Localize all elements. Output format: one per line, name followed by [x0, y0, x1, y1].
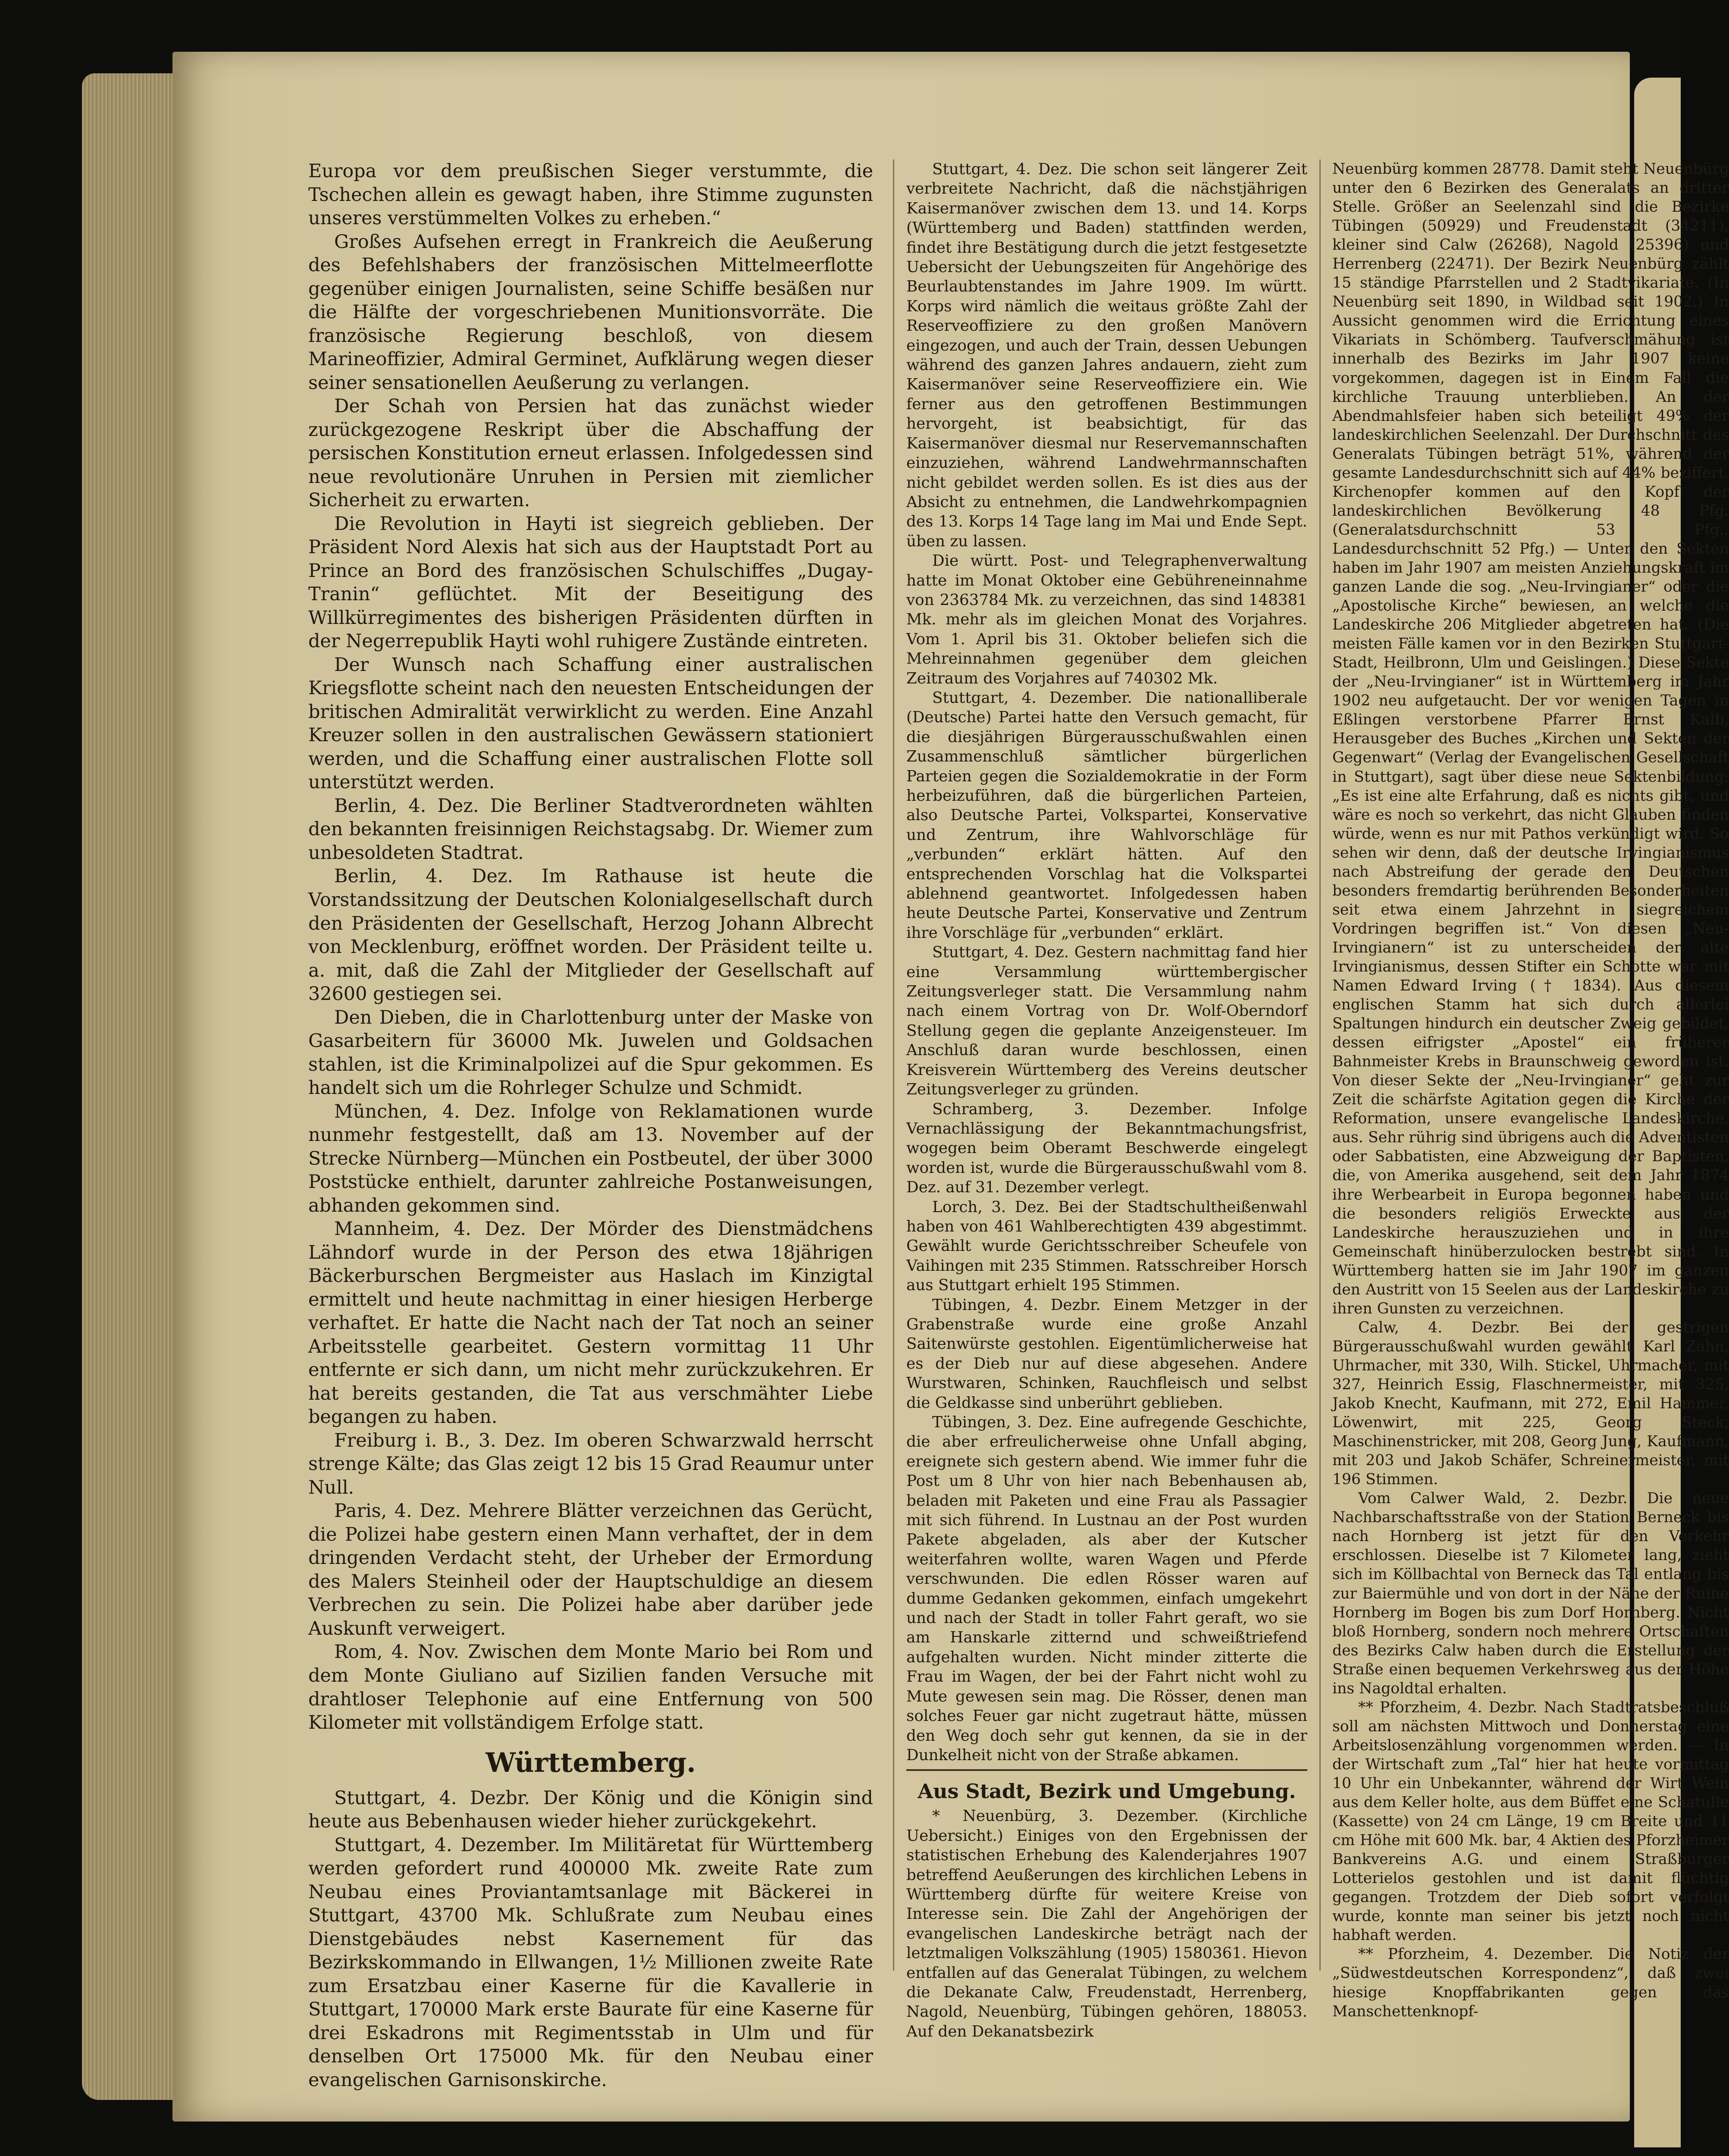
- section-heading-stadt-bezirk: Aus Stadt, Bezirk und Umgebung.: [906, 1769, 1307, 1806]
- article-paragraph: Stuttgart, 4. Dezbr. Der König und die Königin sind heute aus Bebenhausen wieder hieher zurückgekehrt.: [308, 1787, 873, 1833]
- article-paragraph: Lorch, 3. Dez. Bei der Stadtschultheißenwahl haben von 461 Wahlberechtigten 439 abgestimmt. Gewählt wurde Gerichtsschreiber Scheufele von Vaihingen mit 235 Stimmen. Ratsschreiber Horsch aus Stuttgart erhielt 195 Stimmen.: [906, 1198, 1307, 1294]
- column-separator-2: [1319, 160, 1321, 1971]
- article-paragraph: München, 4. Dez. Infolge von Reklamationen wurde nunmehr festgestellt, daß am 13. November auf der Strecke Nürnberg—München ein Postbeutel, der über 3000 Poststücke enthielt, darunter zahlreiche Postanweisungen, abhanden gekommen sind.: [308, 1100, 873, 1216]
- article-paragraph: Rom, 4. Nov. Zwischen dem Monte Mario bei Rom und dem Monte Giuliano auf Sizilien fanden Versuche mit drahtloser Telephonie auf eine Entfernung von 500 Kilometer mit vollständigem Erfolge statt.: [308, 1641, 873, 1734]
- article-paragraph: ** Pforzheim, 4. Dezember. Die Notiz der „Südwestdeutschen Korrespondenz“, daß zwei hiesige Knopffabrikanten gegen das Manschettenknopf-: [1332, 1946, 1729, 2020]
- article-paragraph: Berlin, 4. Dez. Im Rathause ist heute die Vorstandssitzung der Deutschen Kolonialgesellschaft durch den Präsidenten der Gesellschaft, Herzog Johann Albrecht von Mecklenburg, eröffnet worden. Der Präsident teilte u. a. mit, daß die Zahl der Mitglieder der Gesellschaft auf 32600 gestiegen sei.: [308, 865, 873, 1005]
- article-paragraph: Die württ. Post- und Telegraphenverwaltung hatte im Monat Oktober eine Gebühreneinnahme von 2363784 Mk. zu verzeichnen, das sind 148381 Mk. mehr als im gleichen Monat des Vorjahres. Vom 1. April bis 31. Oktober beliefen sich die Mehreinnahmen gegenüber dem gleichen Zeitraum des Vorjahres auf 740302 Mk.: [906, 552, 1307, 687]
- article-paragraph: Mannheim, 4. Dez. Der Mörder des Dienstmädchens Lähndorf wurde in der Person des etwa 18jährigen Bäckerburschen Bergmeister aus Haslach im Kinzigtal ermittelt und heute nachmittag in einer hiesigen Herberge verhaftet. Er hatte die Nacht nach der Tat noch an seiner Arbeitsstelle gearbeitet. Gestern vormittag 11 Uhr entfernte er sich dann, um nicht mehr zurückzukehren. Er hat bereits gestanden, die Tat aus verschmähter Liebe begangen zu haben.: [308, 1218, 873, 1428]
- article-paragraph: Stuttgart, 4. Dezember. Die nationalliberale (Deutsche) Partei hatte den Versuch gemacht, für die diesjährigen Bürgerausschußwahlen einen Zusammenschluß sämtlicher bürgerlichen Parteien gegen die Sozialdemokratie in der Form herbeizuführen, daß die bürgerlichen Parteien, also Deutsche Partei, Volkspartei, Konservative und Zentrum, ihre Wahlvorschläge für „verbunden“ erklärt hätten. Auf den entsprechenden Vorschlag hat die Volkspartei ablehnend geantwortet. Infolgedessen haben heute Deutsche Partei, Konservative und Zentrum ihre Vorschläge für „verbunden“ erklärt.: [906, 689, 1307, 942]
- article-paragraph: Tübingen, 4. Dezbr. Einem Metzger in der Grabenstraße wurde eine große Anzahl Saitenwürste gestohlen. Eigentümlicherweise hat es der Dieb nur auf diese abgesehen. Andere Wurstwaren, Schinken, Rauchfleisch und selbst die Geldkasse sind unberührt geblieben.: [906, 1296, 1307, 1412]
- column-3: [1332, 160, 1729, 2021]
- article-paragraph: Der Schah von Persien hat das zunächst wieder zurückgezogene Reskript über die Abschaffung der persischen Konstitution erneut erlassen. Infolgedessen sind neue revolutionäre Unruhen in Persien mit ziemlicher Sicherheit zu erwarten.: [308, 395, 873, 511]
- article-paragraph: * Neuenbürg, 3. Dezember. (Kirchliche Uebersicht.) Einiges von den Ergebnissen der statistischen Erhebung des Kalenderjahres 1907 betreffend Aeußerungen des kirchlichen Lebens in Württemberg dürfte für weitere Kreise von Interesse sein. Die Zahl der Angehörigen der evangelischen Landeskirche beträgt nach der letztmaligen Volkszählung (1905) 1580361. Hievon entfallen auf das Generalat Tübingen, zu welchem die Dekanate Calw, Freudenstadt, Herrenberg, Nagold, Neuenbürg, Tübingen gehören, 188053. Auf den Dekanatsbezirk: [906, 1807, 1307, 2040]
- column-separator-1: [893, 160, 894, 1971]
- article-paragraph: Calw, 4. Dezbr. Bei der gestrigen Bürgerausschußwahl wurden gewählt Karl Zahn, Uhrmacher, mit 330, Wilh. Stickel, Uhrmacher, mit 327, Heinrich Essig, Flaschnermeister, mit 325, Jakob Knecht, Kaufmann, mit 272, Emil Hammer, Löwenwirt, mit 225, Georg Steck, Maschinenstricker, mit 208, Georg Jung, Kaufmann, mit 203 und Jakob Schäfer, Schreinermeister, mit 196 Stimmen.: [1332, 1319, 1729, 1489]
- article-paragraph: Stuttgart, 4. Dezember. Im Militäretat für Württemberg werden gefordert rund 400000 Mk. zweite Rate zum Neubau eines Proviantamtsanlage mit Bäckerei in Stuttgart, 43700 Mk. Schlußrate zum Neubau eines Dienstgebäudes nebst Kasernement für das Bezirkskommando in Ellwangen, 1½ Millionen zweite Rate zum Ersatzbau einer Kaserne für die Kavallerie in Stuttgart, 170000 Mark erste Baurate für eine Kaserne für drei Eskadrons mit Regimentsstab in Ulm und für denselben Ort 175000 Mk. für den Neubau einer evangelischen Garnisonskirche.: [308, 1834, 873, 2091]
- article-paragraph: Großes Aufsehen erregt in Frankreich die Aeußerung des Befehlshabers der französischen Mittelmeerflotte gegenüber einigen Journalisten, seine Schiffe besäßen nur die Hälfte der vorgeschriebenen Munitionsvorräte. Die französische Regierung beschloß, von diesem Marineoffizier, Admiral Germinet, Aufklärung wegen dieser seiner sensationellen Aeußerung zu verlangen.: [308, 231, 873, 394]
- article-paragraph: Stuttgart, 4. Dez. Die schon seit längerer Zeit verbreitete Nachricht, daß die nächstjährigen Kaisermanöver zwischen dem 13. und 14. Korps (Württemberg und Baden) stattfinden werden, findet ihre Bestätigung durch die jetzt festgesetzte Uebersicht der Uebungszeiten für Angehörige des Beurlaubtenstandes im Jahre 1909. Im württ. Korps wird nämlich die weitaus größte Zahl der Reserveoffiziere zu den großen Manövern eingezogen, und auch der Train, dessen Uebungen während des ganzen Jahres andauern, zieht zum Kaisermanöver seine Reserveoffiziere ein. Wie ferner aus den getroffenen Bestimmungen hervorgeht, ist beabsichtigt, für das Kaisermanöver diesmal nur Reservemannschaften einzuziehen, während Landwehrmannschaften nicht gebildet werden sollen. Es ist dies aus der Absicht zu entnehmen, die Landwehrkompagnien des 13. Korps 14 Tage lang im Mai und Ende Sept. üben zu lassen.: [906, 160, 1307, 550]
- article-paragraph: ** Pforzheim, 4. Dezbr. Nach Stadtratsbeschluß soll am nächsten Mittwoch und Donnerstag eine Arbeitslosenzählung vorgenommen werden. — In der Wirtschaft zum „Tal“ hier hat heute vormittag 10 Uhr ein Unbekannter, während der Wirt Wein aus dem Keller holte, aus dem Büffet eine Schatulle (Kassette) von 24 cm Länge, 19 cm Breite und 11 cm Höhe mit 600 Mk. bar, 4 Aktien des Pforzheimer Bankvereins A.G. und einem Straßburger Lotterielos gestohlen und ist damit flüchtig gegangen. Trotzdem der Dieb sofort verfolgt wurde, konnte man seiner bis jetzt noch nicht habhaft werden.: [1332, 1698, 1729, 1944]
- column-2: [906, 160, 1307, 2041]
- newspaper-page: [172, 52, 1729, 2122]
- article-paragraph: Den Dieben, die in Charlottenburg unter der Maske von Gasarbeitern für 36000 Mk. Juwelen und Goldsachen stahlen, ist die Kriminalpolizei auf die Spur gekommen. Es handelt sich um die Rohrleger Schulze und Schmidt.: [308, 1006, 873, 1099]
- article-paragraph: Freiburg i. B., 3. Dez. Im oberen Schwarzwald herrscht strenge Kälte; das Glas zeigt 12 bis 15 Grad Reaumur unter Null.: [308, 1429, 873, 1498]
- article-paragraph: Die Revolution in Hayti ist siegreich geblieben. Der Präsident Nord Alexis hat sich aus der Hauptstadt Port au Prince an Bord des französischen Schulschiffes „Dugay-Tranin“ geflüchtet. Mit der Beseitigung des Willkürregimentes des bisherigen Präsidenten dürften in der Negerrepublik Hayti wohl ruhigere Zustände eintreten.: [308, 513, 873, 652]
- article-paragraph: Vom Calwer Wald, 2. Dezbr. Die neue Nachbarschaftsstraße von der Station Berneck bis nach Hornberg ist jetzt für den Verkehr erschlossen. Dieselbe ist 7 Kilometer lang, zieht sich im Köllbachtal von Berneck das Tal entlang bis zur Baiermühle und von dort in der Nähe der Ruine Hornberg im Bogen bis zum Dorf Hornberg. Nicht bloß Hornberg, sondern noch mehrere Ortschaften des Bezirks Calw haben durch die Erstellung der Straße einen bequemen Verkehrsweg aus der Höhe ins Nagoldtal erhalten.: [1332, 1490, 1729, 1697]
- article-paragraph: Der Wunsch nach Schaffung einer australischen Kriegsflotte scheint nach den neuesten Entscheidungen der britischen Admiralität verwirklicht zu werden. Eine Anzahl Kreuzer sollen in den australischen Gewässern stationiert werden, und die Schaffung einer australischen Flotte soll unterstützt werden.: [308, 654, 873, 793]
- article-paragraph: Neuenbürg kommen 28778. Damit steht Neuenbürg unter den 6 Bezirken des Generalats an dritter Stelle. Größer an Seelenzahl sind die Bezirke Tübingen (50929) und Freudenstadt (34211), kleiner sind Calw (26268), Nagold (25396) und Herrenberg (22471). Der Bezirk Neuenbürg zählt 15 ständige Pfarrstellen und 2 Stadtvikariate. (In Neuenbürg seit 1890, in Wildbad seit 1902.) In Aussicht genommen wird die Errichtung eines Vikariats in Schömberg. Taufverschmähung ist innerhalb des Bezirks im Jahr 1907 keine vorgekommen, dagegen ist in Einem Fall die kirchliche Trauung unterblieben. An der Abendmahlsfeier haben sich beteiligt 49% der landeskirchlichen Seelenzahl. Der Durchschnitt des Generalats Tübingen beträgt 51%, während der gesamte Landesdurchschnitt sich auf 44% beziffert. Kirchenopfer kommen auf den Kopf der landeskirchlichen Bevölkerung 48 Pfg. (Generalatsdurchschnitt 53 Pfg., Landesdurchschnitt 52 Pfg.) — Unter den Sekten haben im Jahr 1907 am meisten Anziehungskraft im ganzen Lande die sog. „Neu-Irvingianer“ oder die „Apostolische Kirche“ bewiesen, an welche die Landeskirche 206 Mitglieder abgetreten hat. (Die meisten Fälle kamen vor in den Bezirken Stuttgart-Stadt, Heilbronn, Ulm und Geislingen.) Diese Sekte der „Neu-Irvingianer“ ist in Württemberg im Jahr 1902 neu aufgetaucht. Der vor wenigen Tagen in Eßlingen verstorbene Pfarrer Ernst Kalb, Herausgeber des Buches „Kirchen und Sekten der Gegenwart“ (Verlag der Evangelischen Gesellschaft in Stuttgart), sagt über diese neue Sektenbildung: „Es ist eine alte Erfahrung, daß es nichts gibt, und wäre es noch so verkehrt, das nicht Glauben finden würde, wenn es nur mit Pathos verkündigt wird. So sehen wir denn, daß der deutsche Irvingianismus nach Abstreifung der gerade den Deutschen besonders fremdartig berührenden Besonderheiten seit etwa einem Jahrzehnt in siegreichem Vordringen begriffen ist.“ Von diesen „Neu-Irvingianern“ ist zu unterscheiden der alte Irvingianismus, dessen Stifter ein Schotte war mit Namen Edward Irving († 1834). Aus diesem englischen Stamm hat sich durch allerlei Spaltungen hindurch ein deutscher Zweig gebildet, dessen eifrigster „Apostel“ ein früherer Bahnmeister Krebs in Braunschweig geworden ist. Von dieser Sekte der „Neu-Irvingianer“ geht zur Zeit die schärfste Agitation gegen die Kirche der Reformation, unsere evangelische Landeskirche, aus. Sehr rührig sind übrigens auch die Adventisten oder Sabbatisten, eine Abzweigung der Baptisten, die, von Amerika ausgehend, seit dem Jahr 1874 ihre Werbearbeit in Europa begonnen haben und die besonders religiös Erweckte aus der Landeskirche herauszuziehen und in ihre Gemeinschaft hinüberzulocken bestrebt sind. In Württemberg hatten sie im Jahr 1907 im ganzen den Austritt von 15 Seelen aus der Landeskirche zu ihren Gunsten zu verzeichnen.: [1332, 160, 1729, 1317]
- article-paragraph: Europa vor dem preußischen Sieger verstummte, die Tschechen allein es gewagt haben, ihre Stimme zugunsten unseres verstümmelten Volkes zu erheben.“: [308, 160, 873, 229]
- article-paragraph: Tübingen, 3. Dez. Eine aufregende Geschichte, die aber erfreulicherweise ohne Unfall abging, ereignete sich gestern abend. Wie immer fuhr die Post um 8 Uhr von hier nach Bebenhausen ab, beladen mit Paketen und eine Frau als Passagier mit sich führend. In Lustnau an der Post wurden Pakete abgeladen, als aber der Kutscher weiterfahren wollte, waren Wagen und Pferde verschwunden. Die edlen Rösser waren auf dumme Gedanken gekommen, einfach umgekehrt und nach der Stadt in toller Fahrt geraft, wo sie am Hanskarle zitternd und schweißtriefend aufgehalten wurden. Nicht minder zitterte die Frau im Wagen, der bei der Fahrt nicht wohl zu Mute gewesen sein mag. Die Rösser, denen man solches Feuer gar nicht zugetraut hätte, müssen den Weg doch sehr gut kennen, da sie in der Dunkelheit nicht von der Straße abkamen.: [906, 1413, 1307, 1764]
- article-paragraph: Schramberg, 3. Dezember. Infolge Vernachlässigung der Bekanntmachungsfrist, wogegen beim Oberamt Beschwerde eingelegt worden ist, wurde die Bürgerausschußwahl vom 8. Dez. auf 31. Dezember verlegt.: [906, 1100, 1307, 1197]
- article-paragraph: Berlin, 4. Dez. Die Berliner Stadtverordneten wählten den bekannten freisinnigen Reichstagsabg. Dr. Wiemer zum unbesoldeten Stadtrat.: [308, 795, 873, 864]
- article-paragraph: Stuttgart, 4. Dez. Gestern nachmittag fand hier eine Versammlung württembergischer Zeitungsverleger statt. Die Versammlung nahm nach einem Vortrag von Dr. Wolf-Oberndorf Stellung gegen die geplante Anzeigensteuer. Im Anschluß daran wurde beschlossen, einen Kreisverein Württemberg des Vereins deutscher Zeitungsverleger zu gründen.: [906, 943, 1307, 1099]
- column-1: [308, 160, 873, 2092]
- article-paragraph: Paris, 4. Dez. Mehrere Blätter verzeichnen das Gerücht, die Polizei habe gestern einen Mann verhaftet, der in dem dringenden Verdacht steht, der Urheber der Ermordung des Malers Steinheil oder der Hauptschuldige an diesem Verbrechen zu sein. Die Polizei habe aber darüber jede Auskunft verweigert.: [308, 1500, 873, 1639]
- section-heading-wuerttemberg: Württemberg.: [485, 1746, 696, 1778]
